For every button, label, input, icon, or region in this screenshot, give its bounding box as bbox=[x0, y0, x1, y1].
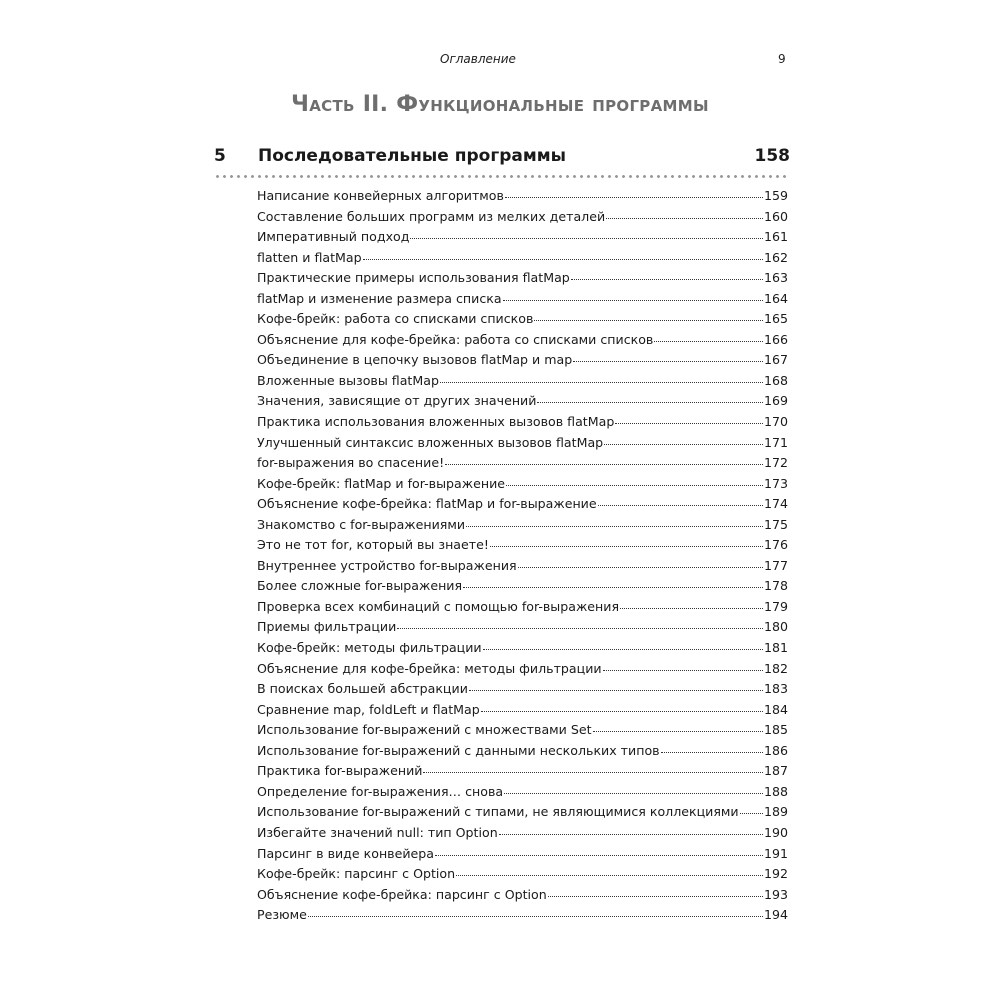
chapter-heading bbox=[214, 146, 790, 172]
toc-entry-page: 186 bbox=[763, 742, 788, 758]
toc-dot-leader bbox=[308, 906, 763, 917]
toc-entry-title: Улучшенный синтаксис вложенных вызовов flatMap bbox=[257, 434, 604, 450]
toc-entry-page: 159 bbox=[763, 188, 788, 203]
toc-entry-title: Кофе-брейк: работа со списками списков bbox=[257, 311, 534, 327]
toc-entry-title: Объяснение кофе-брейка: flatMap и for-выражение bbox=[257, 496, 597, 512]
toc-entry-page: 182 bbox=[763, 660, 788, 676]
toc-entry bbox=[257, 453, 788, 474]
chapter-dotted-rule bbox=[214, 175, 790, 178]
toc-entry-page: 164 bbox=[763, 290, 788, 306]
toc-entry-title: Кофе-брейк: парсинг с Option bbox=[257, 866, 456, 882]
toc-entry bbox=[257, 227, 788, 248]
toc-entry-title: Объединение в цепочку вызовов flatMap и map bbox=[257, 352, 573, 368]
toc-dot-leader bbox=[490, 536, 763, 547]
toc-entry bbox=[257, 556, 788, 577]
toc-entry-page: 172 bbox=[763, 455, 788, 471]
toc-dot-leader bbox=[534, 310, 763, 321]
toc-entry-title: Это не тот for, который вы знаете! bbox=[257, 537, 489, 553]
toc-dot-leader bbox=[483, 639, 763, 650]
toc-entry-page: 171 bbox=[763, 434, 788, 450]
toc-entry-page: 165 bbox=[763, 311, 788, 327]
toc-entry-title: for-выражения во спасение! bbox=[257, 455, 445, 471]
toc-entry-title: Вложенные вызовы flatMap bbox=[257, 372, 439, 388]
toc-entry bbox=[257, 782, 788, 803]
toc-dot-leader bbox=[463, 577, 763, 588]
toc-entry bbox=[257, 700, 788, 721]
toc-entry-title: В поисках большей абстракции bbox=[257, 681, 468, 697]
toc-dot-leader bbox=[571, 269, 763, 280]
toc-entry bbox=[257, 864, 788, 885]
toc-entry-title: Практические примеры использования flatMap bbox=[257, 270, 570, 286]
toc-entry-title: flatMap и изменение размера списка bbox=[257, 290, 502, 306]
toc-entry-page: 170 bbox=[763, 414, 788, 430]
toc-entry-page: 161 bbox=[763, 229, 788, 245]
toc-entry bbox=[257, 761, 788, 782]
toc-entry-title: Практика использования вложенных вызовов flatMap bbox=[257, 414, 615, 430]
toc-entry bbox=[257, 248, 788, 269]
toc-entry bbox=[257, 535, 788, 556]
toc-dot-leader bbox=[499, 824, 763, 835]
toc-entry-page: 175 bbox=[763, 516, 788, 532]
toc-dot-leader bbox=[518, 557, 763, 568]
toc-entry-page: 168 bbox=[763, 372, 788, 388]
toc-entry bbox=[257, 802, 788, 823]
toc-entry-title: Использование for-выражений с данными нескольких типов bbox=[257, 742, 660, 758]
toc-dot-leader bbox=[503, 290, 763, 301]
toc-entry-page: 180 bbox=[763, 619, 788, 635]
toc-entry-title: Объяснение для кофе-брейка: методы фильтрации bbox=[257, 660, 602, 676]
toc-entry-title: Составление больших программ из мелких деталей bbox=[257, 208, 606, 224]
toc-dot-leader bbox=[604, 434, 763, 445]
toc-dot-leader bbox=[504, 783, 763, 794]
toc-entry bbox=[257, 617, 788, 638]
toc-entry-title: Знакомство с for-выражениями bbox=[257, 516, 466, 532]
toc-dot-leader bbox=[481, 701, 763, 712]
toc-entry-title: Использование for-выражений с типами, не являющимися коллекциями bbox=[257, 804, 739, 820]
toc-entry bbox=[257, 309, 788, 330]
toc-dot-leader bbox=[456, 865, 763, 876]
toc-entry-page: 183 bbox=[763, 681, 788, 697]
toc-dot-leader bbox=[466, 516, 763, 527]
toc-entry-page: 176 bbox=[763, 537, 788, 553]
toc-entry bbox=[257, 659, 788, 680]
toc-entry-title: Объяснение кофе-брейка: парсинг с Option bbox=[257, 886, 547, 902]
toc-entry-page: 166 bbox=[763, 331, 788, 347]
toc-entry-title: Приемы фильтрации bbox=[257, 619, 397, 635]
toc-entry-title: Практика for-выражений bbox=[257, 763, 423, 779]
toc-list bbox=[257, 186, 788, 926]
toc-entry-page: 167 bbox=[763, 352, 788, 368]
toc-entry bbox=[257, 289, 788, 310]
toc-dot-leader bbox=[423, 762, 762, 773]
toc-entry-title: Сравнение map, foldLeft и flatMap bbox=[257, 701, 480, 717]
toc-dot-leader bbox=[435, 845, 763, 856]
toc-entry-title: Написание конвейерных алгоритмов bbox=[257, 188, 504, 203]
toc-entry bbox=[257, 597, 788, 618]
toc-entry bbox=[257, 679, 788, 700]
toc-dot-leader bbox=[410, 228, 763, 239]
toc-entry bbox=[257, 207, 788, 228]
toc-dot-leader bbox=[740, 803, 763, 814]
toc-entry bbox=[257, 186, 788, 207]
toc-entry-title: Избегайте значений null: тип Option bbox=[257, 824, 498, 840]
toc-entry bbox=[257, 350, 788, 371]
toc-entry-title: Императивный подход bbox=[257, 229, 410, 245]
toc-entry bbox=[257, 515, 788, 536]
toc-entry-page: 185 bbox=[763, 722, 788, 738]
toc-dot-leader bbox=[606, 208, 763, 219]
toc-entry bbox=[257, 412, 788, 433]
toc-entry-page: 179 bbox=[763, 598, 788, 614]
toc-entry-page: 169 bbox=[763, 393, 788, 409]
toc-entry-title: Внутреннее устройство for-выражения bbox=[257, 557, 517, 573]
toc-entry-page: 192 bbox=[763, 866, 788, 882]
toc-dot-leader bbox=[598, 495, 763, 506]
toc-entry bbox=[257, 330, 788, 351]
toc-dot-leader bbox=[397, 618, 763, 629]
toc-entry-title: Резюме bbox=[257, 907, 307, 923]
toc-entry bbox=[257, 494, 788, 515]
toc-entry bbox=[257, 576, 788, 597]
toc-entry-page: 184 bbox=[763, 701, 788, 717]
toc-entry-title: Использование for-выражений с множествами Set bbox=[257, 722, 592, 738]
toc-dot-leader bbox=[661, 742, 763, 753]
toc-dot-leader bbox=[548, 886, 763, 897]
toc-entry bbox=[257, 391, 788, 412]
toc-entry bbox=[257, 823, 788, 844]
toc-entry-title: flatten и flatMap bbox=[257, 249, 362, 265]
toc-dot-leader bbox=[615, 413, 763, 424]
toc-entry-page: 177 bbox=[763, 557, 788, 573]
toc-entry bbox=[257, 474, 788, 495]
toc-dot-leader bbox=[573, 351, 763, 362]
toc-entry bbox=[257, 885, 788, 906]
toc-entry-page: 189 bbox=[763, 804, 788, 820]
toc-dot-leader bbox=[654, 331, 763, 342]
toc-entry-title: Более сложные for-выражения bbox=[257, 578, 463, 594]
toc-entry-page: 178 bbox=[763, 578, 788, 594]
toc-entry bbox=[257, 905, 788, 926]
part-title: Часть II. Функциональные программы bbox=[291, 92, 709, 117]
toc-entry bbox=[257, 268, 788, 289]
toc-entry-page: 181 bbox=[763, 640, 788, 656]
page-number: 9 bbox=[778, 52, 786, 66]
toc-entry bbox=[257, 433, 788, 454]
toc-entry-page: 174 bbox=[763, 496, 788, 512]
toc-entry bbox=[257, 741, 788, 762]
toc-dot-leader bbox=[440, 372, 763, 383]
toc-entry bbox=[257, 720, 788, 741]
toc-entry-title: Парсинг в виде конвейера bbox=[257, 845, 434, 861]
toc-dot-leader bbox=[593, 721, 763, 732]
toc-entry-title: Объяснение для кофе-брейка: работа со списками списков bbox=[257, 331, 654, 347]
toc-dot-leader bbox=[469, 680, 763, 691]
chapter-page: 158 bbox=[754, 146, 790, 166]
toc-dot-leader bbox=[603, 660, 763, 671]
toc-dot-leader bbox=[363, 249, 763, 260]
toc-dot-leader bbox=[537, 392, 763, 403]
toc-entry-page: 191 bbox=[763, 845, 788, 861]
toc-entry-title: Определение for-выражения… снова bbox=[257, 783, 504, 799]
toc-entry-page: 194 bbox=[763, 907, 788, 923]
toc-entry-page: 187 bbox=[763, 763, 788, 779]
toc-entry-page: 188 bbox=[763, 783, 788, 799]
toc-dot-leader bbox=[620, 598, 763, 609]
toc-entry-page: 193 bbox=[763, 886, 788, 902]
toc-entry bbox=[257, 371, 788, 392]
toc-entry bbox=[257, 638, 788, 659]
toc-dot-leader bbox=[445, 454, 763, 465]
toc-entry-page: 162 bbox=[763, 249, 788, 265]
toc-entry-page: 190 bbox=[763, 824, 788, 840]
chapter-number: 5 bbox=[214, 146, 226, 166]
toc-entry bbox=[257, 844, 788, 865]
toc-entry-title: Проверка всех комбинаций с помощью for-выражения bbox=[257, 598, 620, 614]
chapter-title: Последовательные программы bbox=[258, 146, 567, 166]
toc-dot-leader bbox=[505, 187, 763, 198]
toc-dot-leader bbox=[506, 475, 763, 486]
toc-entry-page: 160 bbox=[763, 208, 788, 224]
running-title: Оглавление bbox=[440, 52, 516, 66]
toc-entry-page: 173 bbox=[763, 475, 788, 491]
toc-entry-page: 163 bbox=[763, 270, 788, 286]
toc-entry-title: Кофе-брейк: flatMap и for-выражение bbox=[257, 475, 506, 491]
toc-entry-title: Кофе-брейк: методы фильтрации bbox=[257, 640, 482, 656]
toc-entry-title: Значения, зависящие от других значений bbox=[257, 393, 537, 409]
